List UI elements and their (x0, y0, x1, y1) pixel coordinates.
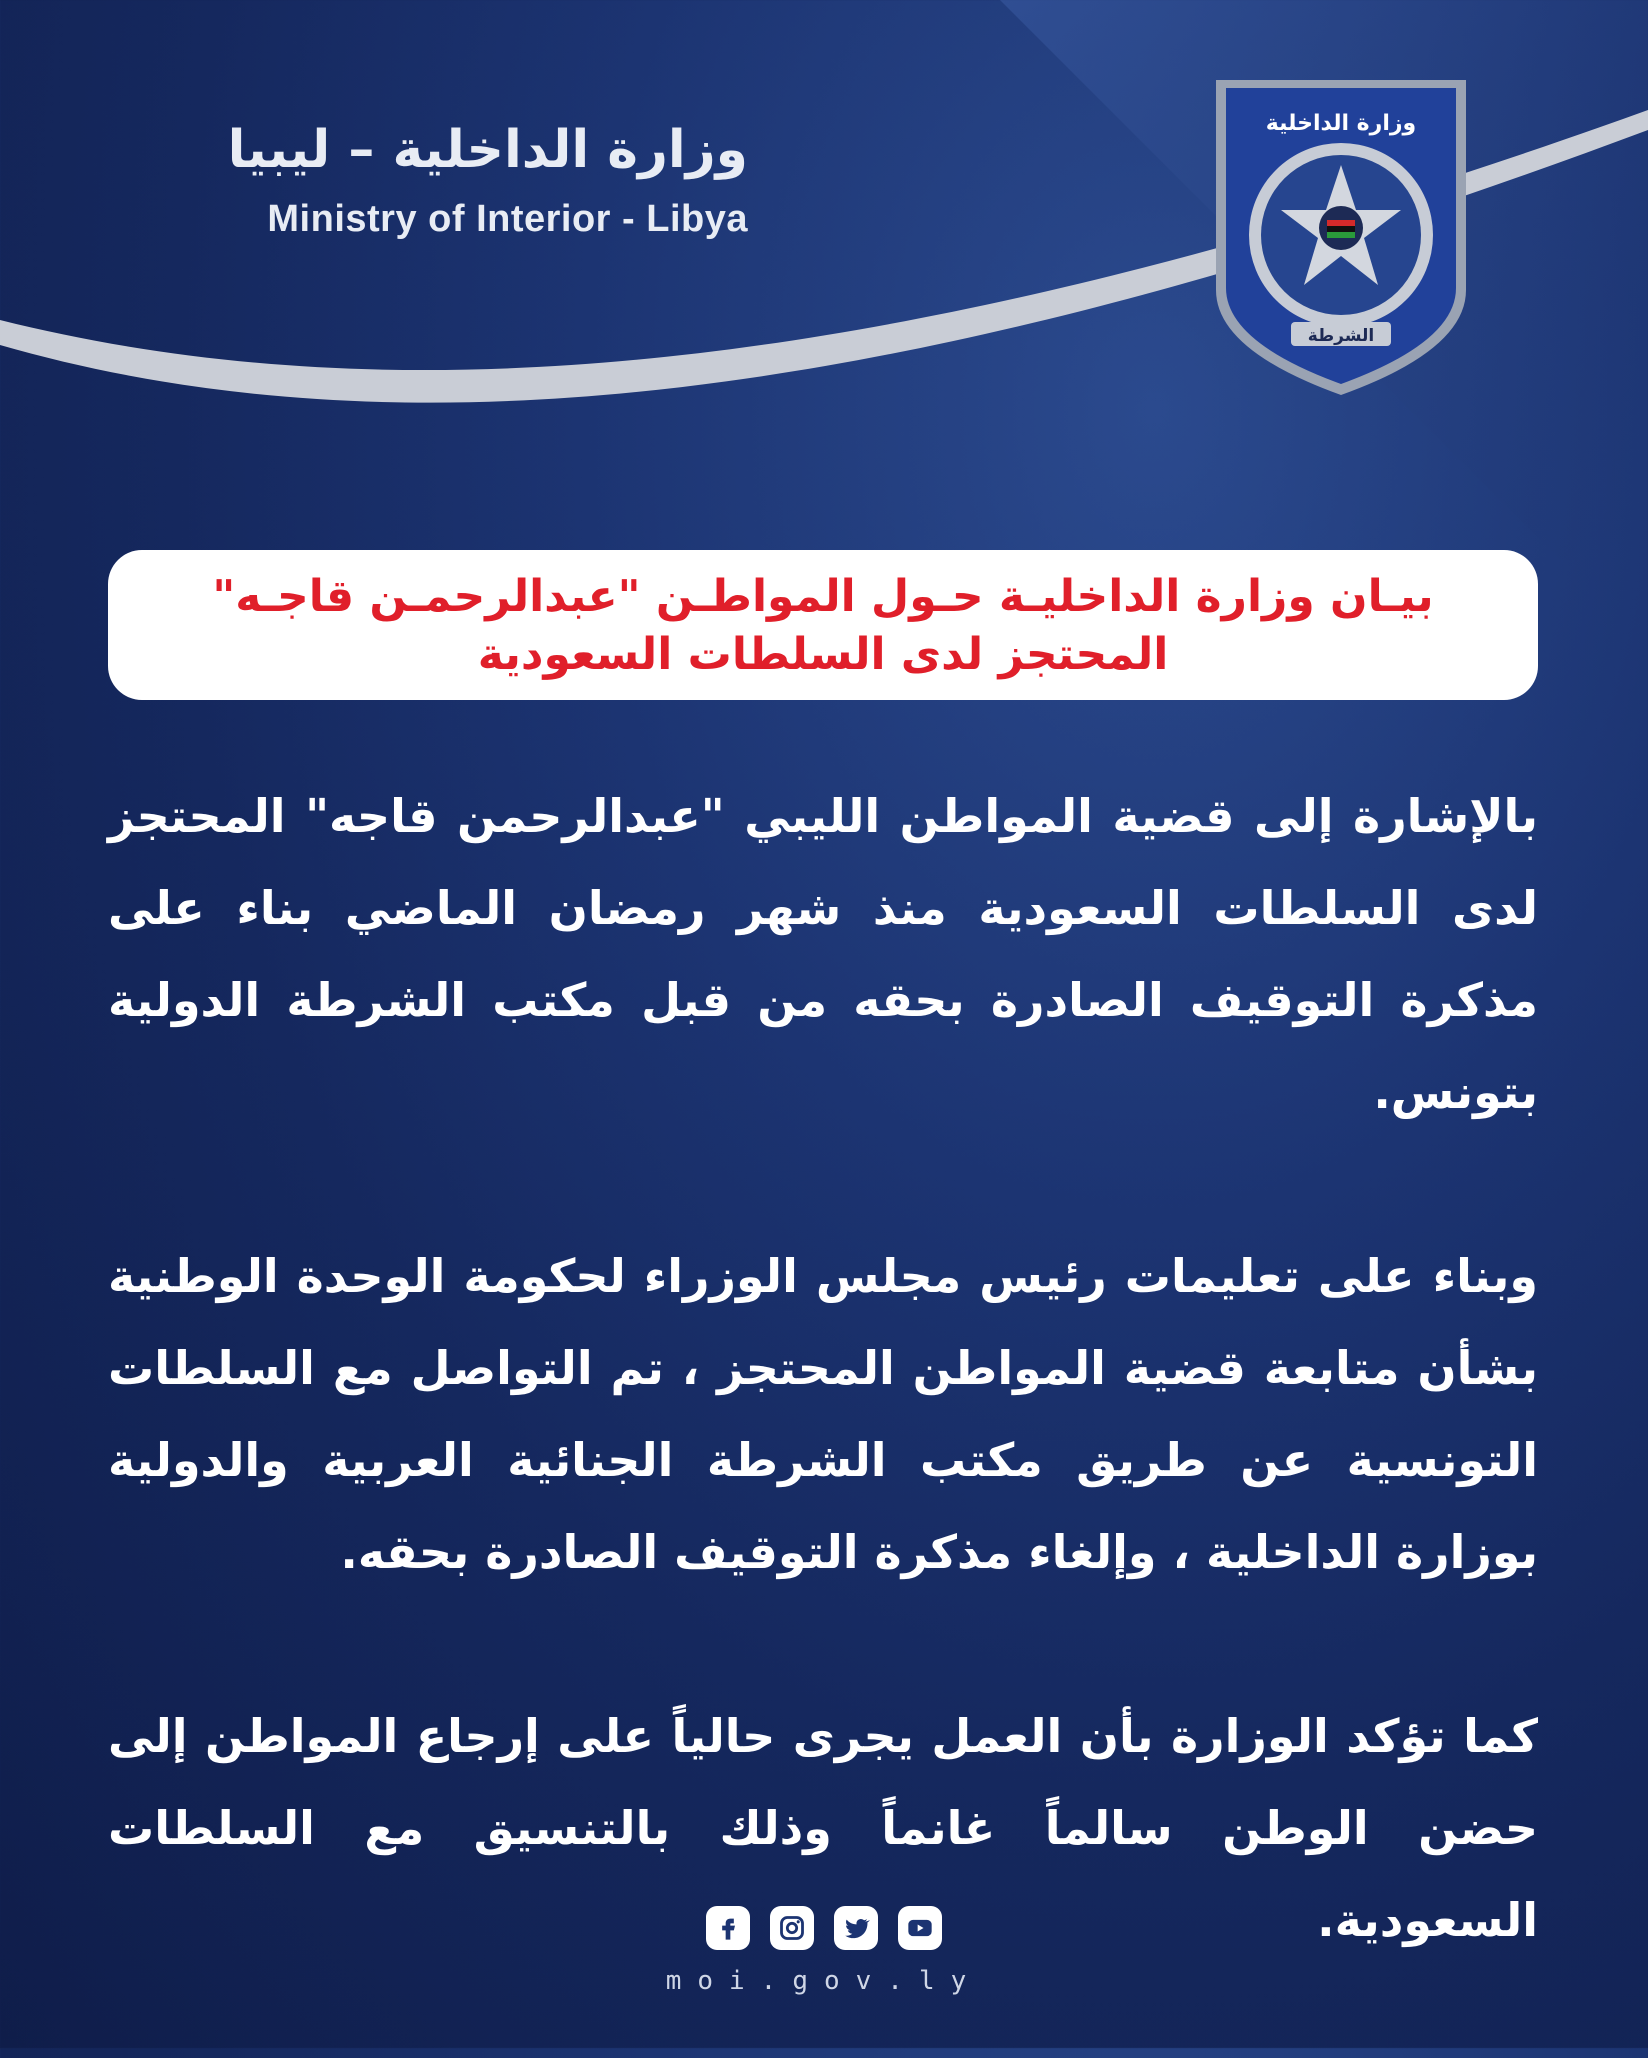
twitter-icon[interactable] (834, 1906, 878, 1950)
emblem-bottom-text: الشرطة (1307, 326, 1375, 346)
statement-body (108, 770, 1538, 2058)
police-badge-icon (1196, 60, 1486, 400)
instagram-icon[interactable] (770, 1906, 814, 1950)
statement-title-line-2: المحتجز لدى السلطات السعودية (477, 629, 1169, 680)
website-link[interactable]: moi.gov.ly (665, 1966, 983, 1996)
paragraph-3: كما تؤكد الوزارة بأن العمل يجرى حالياً على إرجاع المواطن إلى حضن الوطن سالماً غانماً وذلك بالتنسيق مع السلطات السعودية. (108, 1709, 1538, 1947)
paragraph-2: وبناء على تعليمات رئيس مجلس الوزراء لحكومة الوحدة الوطنية بشأن متابعة قضية المواطن المحتجز ، تم التواصل مع السلطات التونسية عن طريق مكتب الشرطة الجنائية العربية والدولية بوزارة الداخلية ، وإلغاء مذكرة التوقيف الصادرة بحقه. (108, 1249, 1538, 1579)
ministry-name-arabic: وزارة الداخلية – ليبيا (227, 120, 748, 180)
youtube-icon[interactable] (898, 1906, 942, 1950)
social-links (706, 1906, 942, 1950)
ministry-header (228, 120, 748, 241)
ministry-name-english: Ministry of Interior - Libya (267, 198, 748, 240)
emblem-top-text: وزارة الداخلية (1265, 111, 1417, 136)
facebook-icon[interactable] (706, 1906, 750, 1950)
statement-title-line-1: بيـان وزارة الداخليـة حـول المواطـن "عبدالرحمـن قاجـه" (212, 571, 1434, 622)
paragraph-1: بالإشارة إلى قضية المواطن الليبي "عبدالرحمن قاجه" المحتجز لدى السلطات السعودية منذ شهر رمضان الماضي بناء على مذكرة التوقيف الصادرة بحقه من قبل مكتب الشرطة الدولية بتونس. (108, 789, 1538, 1119)
statement-title-box (108, 550, 1538, 700)
